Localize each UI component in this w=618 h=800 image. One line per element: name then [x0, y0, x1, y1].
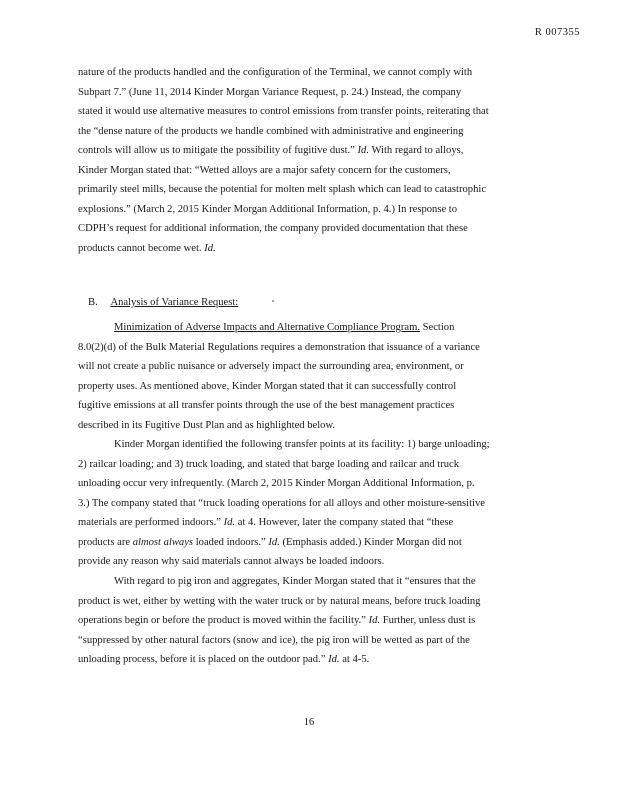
- scan-speck: [272, 300, 274, 302]
- section-title: Analysis of Variance Request:: [110, 297, 239, 308]
- paragraph-lead-line: [78, 318, 566, 338]
- text-line: will not create a public nuisance or adversely impact the surrounding area, environment, or: [78, 361, 464, 373]
- text-line: 3.) The company stated that “truck loading operations for all alloys and other moisture-sensitive: [78, 497, 485, 509]
- paragraph-continuation: [78, 63, 566, 258]
- text-line: 2) railcar loading; and 3) truck loading, and stated that barge loading and railcar and truck: [78, 458, 460, 470]
- text-line: fugitive emissions at all transfer points through the use of the best management practices: [78, 400, 455, 412]
- paragraph-minimization: [78, 318, 566, 435]
- text-line: Kinder Morgan stated that: “Wetted alloys are a major safety concern for the customers,: [78, 164, 451, 176]
- text-line: operations begin or before the product is moved within the facility.” Id. Further, unless dust is: [78, 615, 476, 627]
- text-line: With regard to pig iron and aggregates, Kinder Morgan stated that it “ensures that the: [114, 576, 476, 587]
- bates-number: R 007355: [534, 27, 580, 38]
- text-line: unloading occur very infrequently. (March 2, 2015 Kinder Morgan Additional Information, p.: [78, 478, 475, 490]
- text-line: “suppressed by other natural factors (snow and ice), the pig iron will be wetted as part of the: [78, 634, 470, 646]
- text-line: unloading process, before it is placed on the outdoor pad.” Id. at 4-5.: [78, 654, 370, 666]
- page-number: 16: [303, 717, 315, 728]
- text-line: the “dense nature of the products we handle combined with administrative and engineering: [78, 125, 464, 137]
- section-marker: B.: [88, 297, 98, 308]
- text-line: Kinder Morgan identified the following transfer points at its facility: 1) barge unloading;: [114, 439, 490, 450]
- text-line: primarily steel mills, because the potential for molten melt splash which can lead to catastrophic: [78, 184, 487, 196]
- text-line: materials are performed indoors.” Id. at 4. However, later the company stated that “these: [78, 517, 454, 529]
- text-line: nature of the products handled and the configuration of the Terminal, we cannot comply with: [78, 67, 473, 78]
- paragraph-pig-iron: [78, 572, 566, 670]
- text-line: products are almost always loaded indoors.” Id. (Emphasis added.) Kinder Morgan did not: [78, 536, 462, 548]
- subheading-minimization: Minimization of Adverse Impacts and Alternative Compliance Program.: [114, 322, 420, 333]
- text-line: products cannot become wet. Id.: [78, 242, 216, 254]
- paragraph-transfer-points: [78, 435, 566, 572]
- text-line: property uses. As mentioned above, Kinder Morgan stated that it can successfully control: [78, 380, 457, 392]
- text-line: provide any reason why said materials cannot always be loaded indoors.: [78, 556, 385, 568]
- text-line: stated it would use alternative measures to control emissions from transfer points, reiterating that: [78, 106, 489, 118]
- text-line: controls will allow us to mitigate the possibility of fugitive dust.” Id. With regard to alloys,: [78, 145, 464, 157]
- text-line: explosions.” (March 2, 2015 Kinder Morgan Additional Information, p. 4.) In response to: [78, 203, 458, 215]
- section-heading: [88, 297, 238, 308]
- text-line: Subpart 7.” (June 11, 2014 Kinder Morgan Variance Request, p. 24.) Instead, the company: [78, 86, 462, 98]
- text-line: described in its Fugitive Dust Plan and as highlighted below.: [78, 419, 336, 431]
- lead-rest-text: Section: [419, 322, 455, 333]
- text-line: 8.0(2)(d) of the Bulk Material Regulations requires a demonstration that issuance of a variance: [78, 341, 480, 353]
- text-line: CDPH’s request for additional information, the company provided documentation that these: [78, 223, 468, 235]
- text-line: product is wet, either by wetting with the water truck or by natural means, before truck loading: [78, 595, 481, 607]
